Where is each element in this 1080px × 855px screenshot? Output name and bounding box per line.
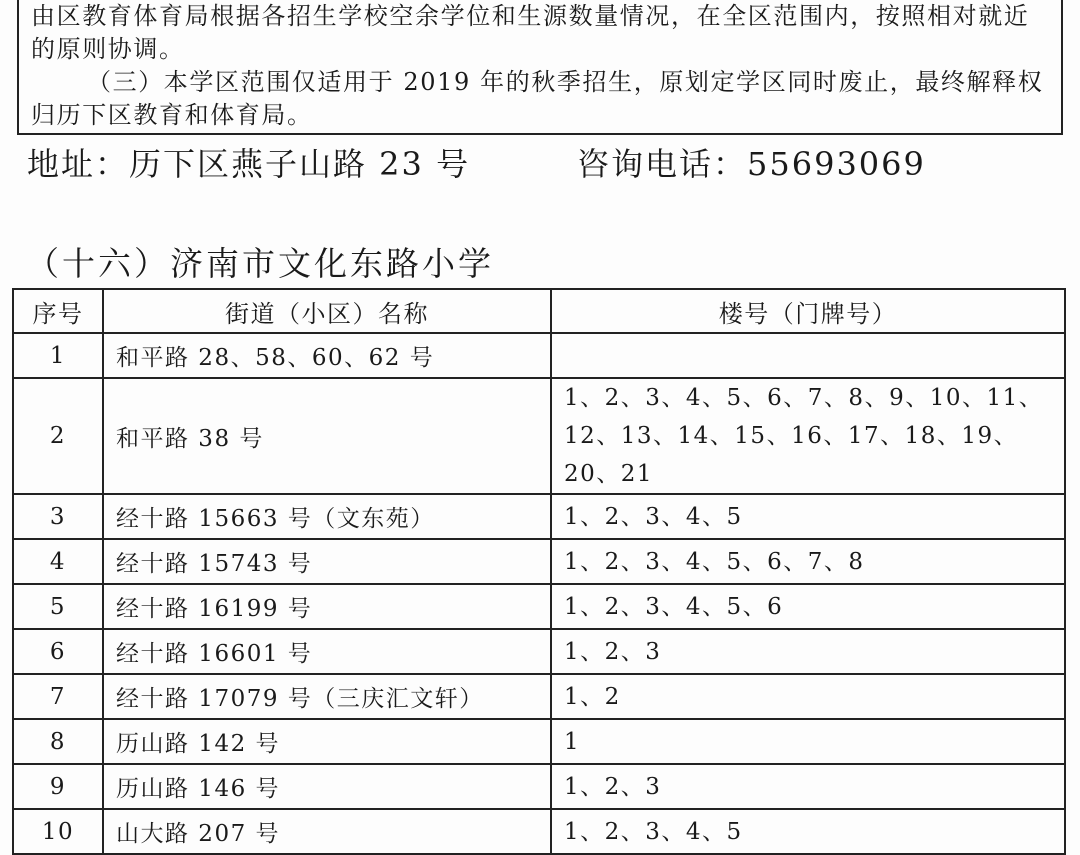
cell-no: 3 [13,494,103,539]
table-row [13,809,1065,854]
cell-street: 经十路 15663 号（文东苑） [103,494,551,539]
section-title: （十六）济南市文化东路小学 [26,244,494,283]
table-row [13,494,1065,539]
cell-building: 1、2、3、4、5、6、7、8 [551,539,1065,584]
school-district-table [12,288,1066,855]
address-text: 地址：历下区燕子山路 23 号 [27,145,471,183]
table-row [13,719,1065,764]
cell-building: 1、2、3、4、5 [551,494,1065,539]
notice-box [17,0,1063,135]
table-row [13,539,1065,584]
cell-no: 8 [13,719,103,764]
table-row [13,584,1065,629]
cell-no: 7 [13,674,103,719]
cell-building: 1、2、3 [551,629,1065,674]
cell-building: 1、2、3、4、5 [551,809,1065,854]
cell-no: 6 [13,629,103,674]
table-header-row [13,289,1065,333]
cell-no: 5 [13,584,103,629]
cell-no: 2 [13,378,103,494]
cell-building: 1、2、3、4、5、6 [551,584,1065,629]
cell-street: 山大路 207 号 [103,809,551,854]
header-street: 街道（小区）名称 [103,289,551,333]
header-building: 楼号（门牌号） [551,289,1065,333]
cell-no: 1 [13,333,103,378]
table-row [13,674,1065,719]
cell-street: 经十路 17079 号（三庆汇文轩） [103,674,551,719]
cell-building [551,333,1065,378]
cell-building: 1、2 [551,674,1065,719]
cell-street: 历山路 142 号 [103,719,551,764]
cell-no: 4 [13,539,103,584]
table-row [13,764,1065,809]
table-row [13,629,1065,674]
cell-street: 经十路 16199 号 [103,584,551,629]
cell-building: 1、2、3 [551,764,1065,809]
cell-street: 经十路 15743 号 [103,539,551,584]
cell-no: 10 [13,809,103,854]
contact-line [27,142,1067,186]
cell-no: 9 [13,764,103,809]
cell-building: 1、2、3、4、5、6、7、8、9、10、11、12、13、14、15、16、17、18、19、20、21 [551,378,1065,494]
cell-building: 1 [551,719,1065,764]
cell-street: 和平路 28、58、60、62 号 [103,333,551,378]
table-row [13,378,1065,494]
notice-paragraph-1: 由区教育体育局根据各招生学校空余学位和生源数量情况，在全区范围内，按照相对就近的原则协调。 [31,2,1030,63]
phone-text: 咨询电话：55693069 [577,145,926,183]
cell-street: 经十路 16601 号 [103,629,551,674]
table-row [13,333,1065,378]
cell-street: 和平路 38 号 [103,378,551,494]
header-no: 序号 [13,289,103,333]
notice-paragraph-2: （三）本学区范围仅适用于 2019 年的秋季招生，原划定学区同时废止，最终解释权归历下区教育和体育局。 [31,68,1044,129]
cell-street: 历山路 146 号 [103,764,551,809]
